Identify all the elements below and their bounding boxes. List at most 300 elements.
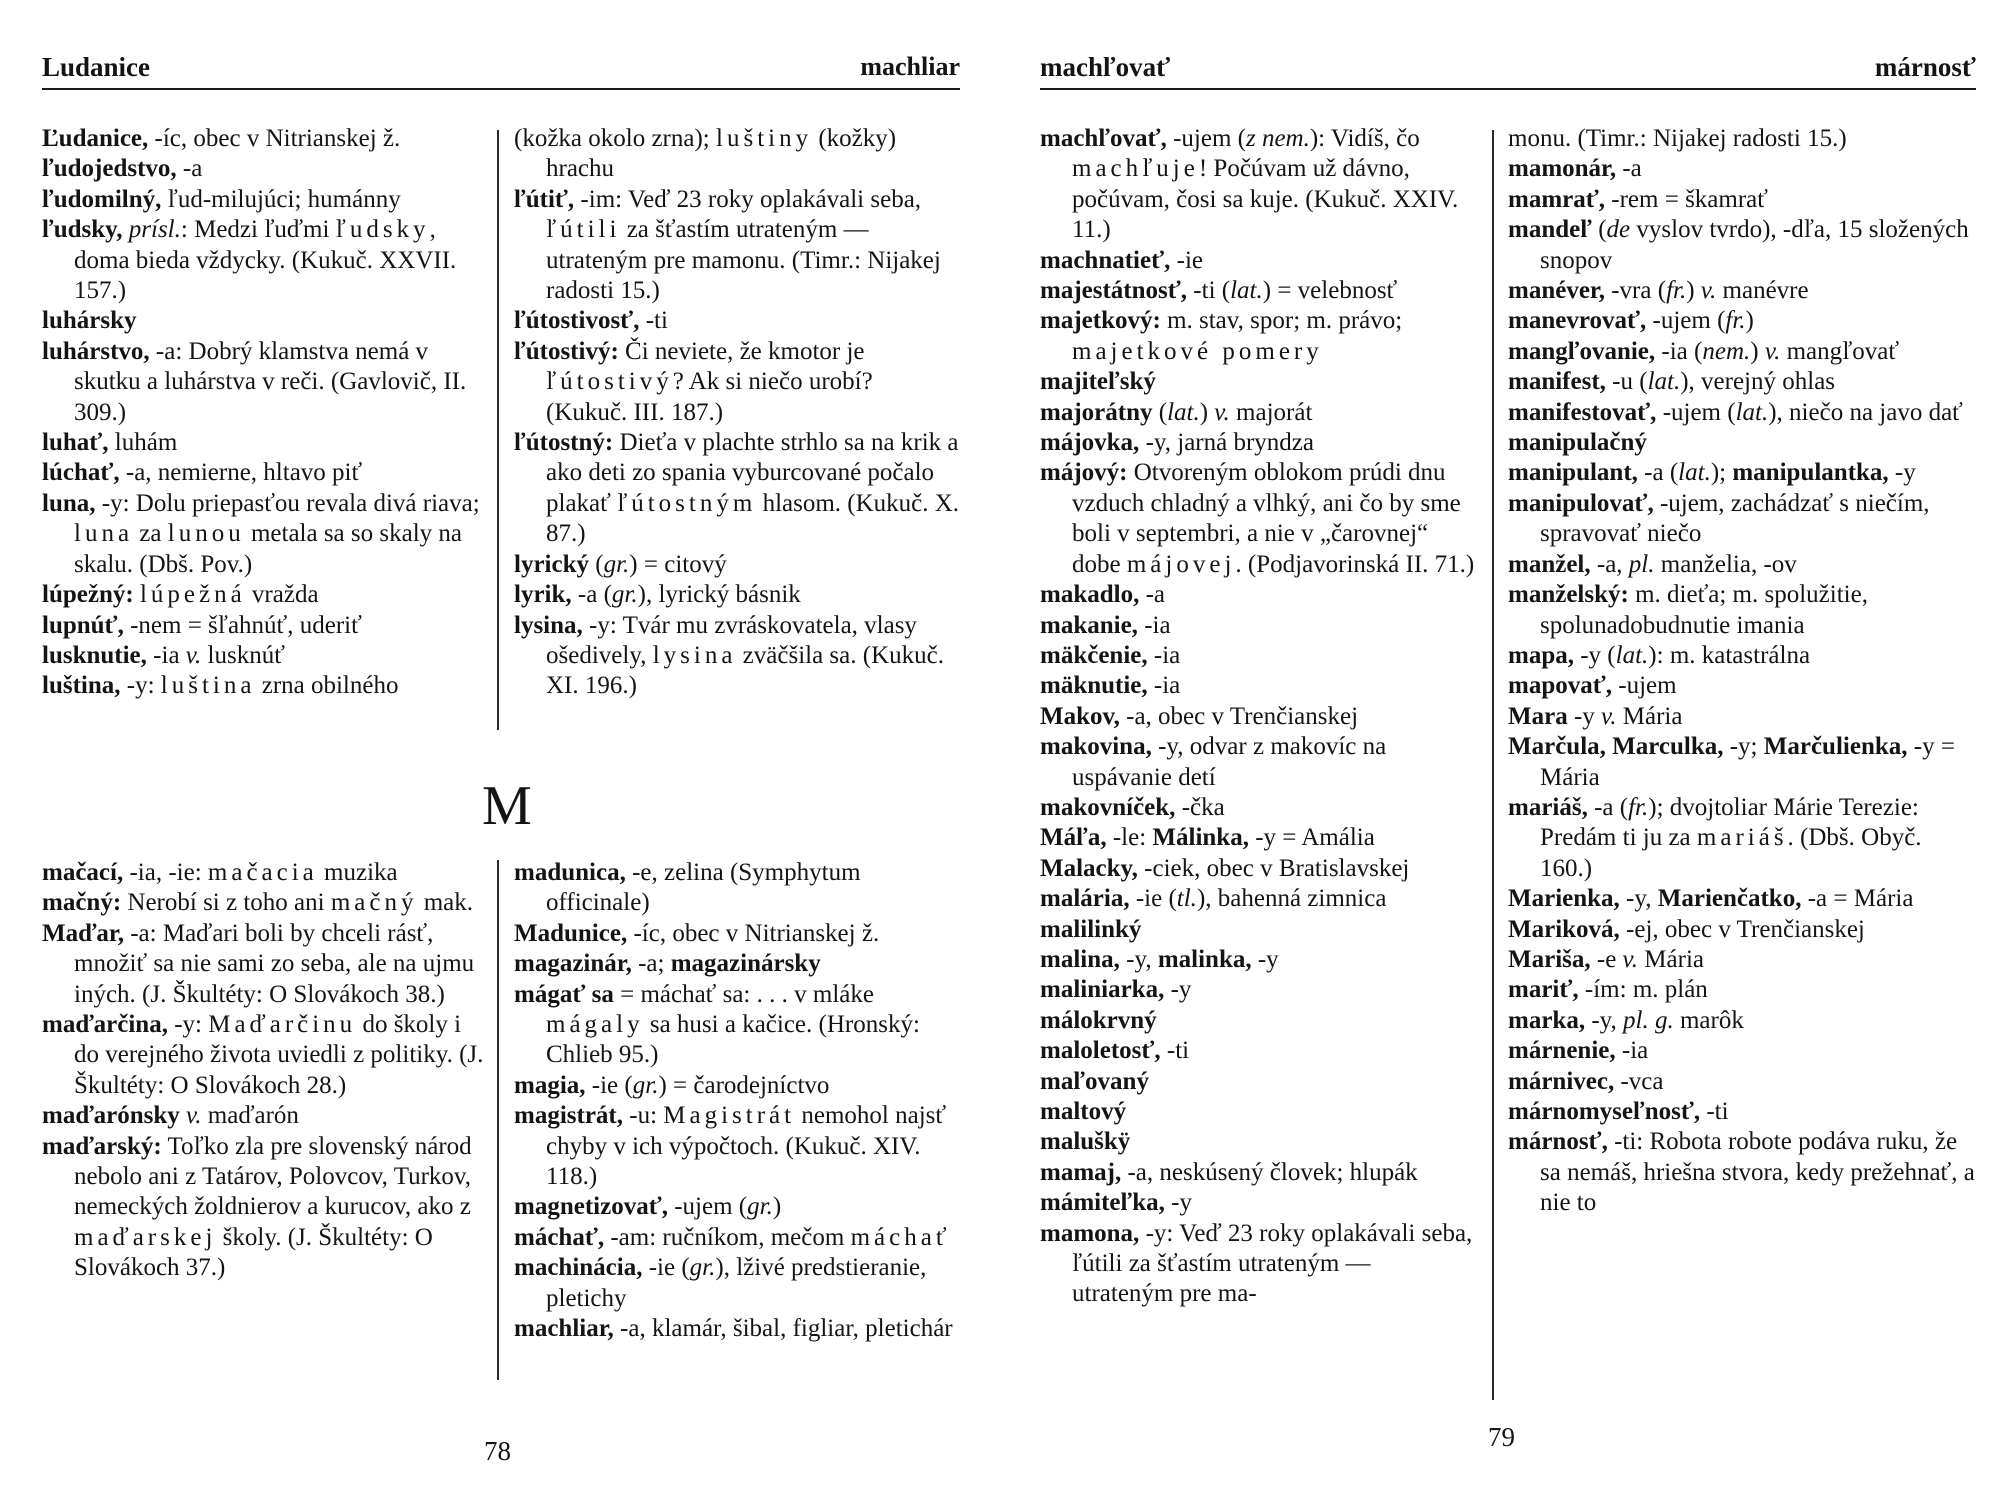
entry-headword: mäkčenie,: [1040, 641, 1148, 669]
entry-text: maďarón: [201, 1102, 299, 1130]
entry-text: -ím: m. plán: [1578, 976, 1708, 1004]
entry-spaced-word: mariáš: [1696, 824, 1788, 852]
dictionary-entry: [1508, 337, 1976, 367]
entry-abbreviation: v.: [1601, 702, 1617, 730]
entry-text: -a, obec v Trenčianskej: [1119, 702, 1359, 730]
dictionary-entry: [1040, 975, 1478, 1005]
entry-headword: luština,: [42, 672, 121, 700]
entry-spaced-word: ľútostivý: [546, 368, 673, 396]
dictionary-entry: [514, 306, 960, 336]
dictionary-entry: [42, 858, 484, 888]
entry-text: , doma bieda vždycky. (Kukuč. XXVII. 157.): [74, 216, 457, 305]
entry-text: (kožky) hrachu: [546, 125, 897, 183]
dictionary-entry: [1508, 1036, 1976, 1066]
entry-text: (: [1591, 216, 1607, 244]
entry-text: Toľko zla pre slovenský národ nebolo ani z Tatárov, Polovcov, Turkov, nemeckých žoldnierov a kurucov, ako z: [74, 1132, 472, 1221]
entry-text: -a: Dobrý klamstva nemá v skutku a luhárstva v reči. (Gavlovič, II. 309.): [74, 337, 467, 426]
dictionary-entry: [42, 580, 484, 610]
dictionary-entry: [1040, 306, 1478, 367]
entry-headword: makadlo,: [1040, 581, 1140, 609]
column-rule: [1492, 130, 1494, 1400]
entry-text: -y = Mária: [1540, 733, 1955, 791]
dictionary-entry: [1508, 975, 1976, 1005]
entry-text: -ciek, obec v Bratislavskej: [1137, 854, 1410, 882]
page-number: 79: [1488, 1422, 1515, 1452]
entry-text: -ujem: [1612, 672, 1677, 700]
dictionary-entry: [42, 611, 484, 641]
entry-text: ): [772, 1193, 782, 1221]
entry-headword: májový:: [1040, 459, 1128, 487]
entry-text: -y: [1164, 1189, 1192, 1217]
entry-headword: ľútiť,: [514, 185, 575, 213]
entry-text: ), lživé predstieranie, pletichy: [546, 1254, 927, 1312]
entry-headword: mačný:: [42, 889, 122, 917]
entry-text: mangľovať: [1780, 337, 1900, 365]
entry-column: [1040, 124, 1478, 1310]
entry-spaced-word: majetkové pomery: [1072, 337, 1323, 365]
entry-headword: maďarský:: [42, 1132, 162, 1160]
entry-headword: márnenie,: [1508, 1037, 1616, 1065]
entry-text: metala sa so skaly na skalu. (Dbš. Pov.): [74, 520, 463, 578]
entry-text: ? Ak si niečo urobí? (Kukuč. III. 187.): [546, 368, 873, 426]
dictionary-entry: [1040, 1067, 1478, 1097]
entry-text: -ia, -ie:: [123, 859, 208, 886]
entry-headword: manifest,: [1508, 368, 1606, 396]
entry-spaced-word: lunou: [167, 520, 245, 548]
entry-text: -e: [1590, 945, 1623, 973]
entry-text: vražda: [245, 581, 319, 609]
entry-abbreviation: lat.: [1167, 398, 1200, 426]
dictionary-entry: [1508, 550, 1976, 580]
entry-headword: mapa,: [1508, 641, 1574, 669]
entry-abbreviation: gr.: [603, 550, 630, 578]
entry-spaced-word: maďarskej: [74, 1223, 217, 1251]
running-head-right: machliar: [860, 52, 960, 81]
entry-text: Či neviete, že kmotor je: [618, 337, 865, 365]
entry-headword: maďarčina,: [42, 1011, 168, 1039]
entry-headword: magazinársky: [670, 950, 821, 978]
entry-column: [514, 124, 960, 702]
entry-text: Nerobí si z toho ani: [121, 889, 331, 917]
entry-abbreviation: v.: [186, 1102, 202, 1130]
entry-headword: Marienka,: [1508, 885, 1620, 913]
entry-text: -y:: [167, 1011, 209, 1039]
running-head-right: márnosť: [1874, 52, 1976, 82]
entry-headword: márnosť,: [1508, 1128, 1608, 1156]
entry-column: [1508, 124, 1976, 1219]
dictionary-entry: [514, 858, 960, 919]
entry-text: -y,: [1585, 1006, 1624, 1034]
entry-text: nemohol najsť chyby v ich výpočtoch. (Kukuč. XIV. 118.): [546, 1102, 947, 1191]
entry-text: ): m. katastrálna: [1648, 641, 1811, 669]
entry-spaced-word: lysina: [652, 641, 737, 669]
entry-text: luhám: [108, 429, 178, 457]
entry-spaced-word: ľútili: [546, 216, 621, 244]
dictionary-entry: [1508, 1127, 1976, 1218]
entry-text: -čka: [1175, 793, 1225, 821]
entry-text: -y, jarná bryndza: [1139, 429, 1314, 457]
entry-headword: Mariša,: [1508, 945, 1591, 973]
entry-text: -y: [1567, 702, 1602, 730]
entry-headword: márnivec,: [1508, 1067, 1615, 1095]
entry-column: [42, 858, 484, 1284]
entry-headword: manipulačný: [1508, 429, 1647, 457]
dictionary-entry: [1040, 915, 1478, 945]
dictionary-entry: [42, 215, 484, 306]
entry-headword: magistrát,: [514, 1102, 623, 1130]
entry-spaced-word: mačný: [330, 889, 418, 917]
entry-headword: ľudomilný,: [42, 185, 162, 213]
entry-text: majorát: [1229, 398, 1313, 426]
dictionary-entry: [1508, 124, 1976, 154]
entry-text: -a, klamár, šibal, figliar, pletichár: [613, 1315, 953, 1343]
entry-text: sa husi a kačice. (Hronský: Chlieb 95.): [546, 1011, 920, 1069]
entry-text: -ia: [146, 641, 186, 669]
dictionary-entry: [1040, 276, 1478, 306]
entry-text: ): [1745, 307, 1754, 335]
entry-abbreviation: v.: [1700, 277, 1717, 305]
entry-headword: manéver,: [1508, 277, 1605, 305]
entry-text: -a: Maďari boli by chceli rásť, množiť sa nie sami zo seba, ale na ujmu iných. (J. Škultéty: O Slovákoch 38.): [74, 919, 475, 1008]
entry-abbreviation: lat.: [1230, 277, 1263, 305]
dictionary-entry: [1508, 945, 1976, 975]
dictionary-entry: [1040, 1158, 1478, 1188]
entry-abbreviation: v.: [185, 641, 202, 669]
entry-text: -íc, obec v Nitrianskej ž.: [148, 125, 401, 152]
entry-text: -im: Veď 23 roky oplakávali seba,: [574, 185, 922, 213]
dictionary-entry: [42, 154, 484, 184]
entry-headword: ľútostivý:: [514, 337, 619, 365]
entry-text: ), niečo na javo dať: [1768, 398, 1963, 426]
dictionary-entry: [1040, 611, 1478, 641]
entry-headword: luhárstvo,: [42, 337, 150, 365]
entry-text: -y, odvar z makovíc na uspávanie detí: [1072, 733, 1387, 791]
entry-text: . (Podjavorinská II. 71.): [1235, 550, 1475, 578]
entry-text: -y: Veď 23 roky oplakávali seba, ľútili za šťastím utrateným — utrateným pre ma-: [1072, 1219, 1473, 1308]
dictionary-entry: [42, 337, 484, 428]
dictionary-entry: [1040, 884, 1478, 914]
entry-headword: maďarónsky: [42, 1102, 180, 1130]
entry-text: (: [1152, 398, 1168, 426]
entry-text: -y: Tvár mu zvráskovatela, vlasy ošedively,: [546, 611, 917, 669]
entry-text: -am: ručníkom, mečom: [604, 1223, 851, 1251]
entry-text: -ujem (: [1646, 307, 1726, 335]
entry-text: -y: [1164, 976, 1192, 1004]
entry-spaced-word: mačacia: [207, 859, 318, 886]
entry-abbreviation: gr.: [689, 1254, 716, 1282]
entry-headword: majiteľský: [1040, 368, 1156, 396]
entry-text: -a,: [1590, 550, 1629, 578]
dictionary-entry: [514, 124, 960, 185]
entry-headword: Mariková,: [1508, 915, 1620, 943]
entry-text: vyslov tvrdo), -dľa, 15 složených snopov: [1540, 216, 1969, 274]
entry-text: -ie (: [1129, 885, 1177, 913]
entry-spaced-word: ľudsky: [335, 216, 430, 244]
entry-headword: luna,: [42, 489, 96, 517]
entry-text: -rem = škamrať: [1605, 185, 1768, 213]
entry-text: -ia (: [1655, 337, 1703, 365]
entry-headword: majetkový:: [1040, 307, 1161, 335]
dictionary-entry: [1508, 276, 1976, 306]
entry-text: -y,: [1119, 945, 1158, 973]
entry-text: -ia: [1137, 611, 1171, 639]
dictionary-entry: [42, 1101, 484, 1131]
entry-abbreviation: lat.: [1647, 368, 1681, 396]
dictionary-entry: [1508, 1067, 1976, 1097]
entry-text: ) = čarodejníctvo: [658, 1071, 830, 1099]
entry-text: ): [1199, 398, 1215, 426]
entry-headword: lupnúť,: [42, 611, 124, 639]
dictionary-entry: [42, 428, 484, 458]
entry-headword: marka,: [1508, 1006, 1586, 1034]
entry-text: -a (: [1637, 459, 1679, 487]
entry-abbreviation: lat.: [1735, 398, 1769, 426]
entry-headword: majorátny: [1040, 398, 1153, 426]
entry-headword: Maďar,: [42, 919, 124, 947]
entry-headword: malilinký: [1040, 915, 1142, 943]
entry-spaced-word: luna: [74, 520, 134, 548]
dictionary-entry: [514, 550, 960, 580]
entry-abbreviation: v.: [1214, 398, 1230, 426]
entry-abbreviation: fr.: [1725, 307, 1746, 335]
dictionary-entry: [42, 489, 484, 580]
entry-text: ): Vidíš, čo: [1309, 125, 1420, 152]
entry-abbreviation: prísl.: [128, 216, 181, 244]
entry-text: -a, neskúsený človek; hlupák: [1121, 1158, 1418, 1186]
dictionary-entry: [1508, 641, 1976, 671]
dictionary-entry: [1040, 246, 1478, 276]
entry-text: : Medzi ľuďmi: [180, 216, 336, 244]
dictionary-entry: [1040, 641, 1478, 671]
column-rule: [497, 130, 499, 730]
entry-headword: majestátnosť,: [1040, 277, 1188, 305]
dictionary-entry: [514, 919, 960, 949]
entry-headword: mandeľ: [1508, 216, 1592, 244]
entry-headword: mámiteľka,: [1040, 1189, 1165, 1217]
entry-spaced-word: luštiny: [716, 125, 813, 152]
entry-headword: machnatieť,: [1040, 246, 1171, 274]
entry-text: m. stav, spor; m. právo;: [1160, 307, 1403, 335]
dictionary-entry: [514, 1223, 960, 1253]
entry-headword: magnetizovať,: [514, 1193, 668, 1221]
dictionary-entry: [1040, 1006, 1478, 1036]
entry-abbreviation: v.: [1764, 337, 1781, 365]
entry-text: -y: [1888, 459, 1916, 487]
left-page: [0, 0, 990, 1500]
entry-spaced-word: mágaly: [546, 1011, 644, 1039]
entry-headword: mariť,: [1508, 976, 1579, 1004]
running-head-left: Ludanice: [42, 52, 151, 82]
entry-text: -y;: [1723, 733, 1764, 761]
entry-text: mak.: [417, 889, 474, 917]
dictionary-entry: [1508, 1097, 1976, 1127]
entry-text: -vra (: [1604, 277, 1667, 305]
entry-text: -ie: [1170, 246, 1203, 274]
dictionary-entry: [514, 1071, 960, 1101]
entry-text: ) = velebnosť: [1262, 277, 1398, 305]
dictionary-entry: [1040, 823, 1478, 853]
page-number: 78: [484, 1436, 511, 1466]
entry-text: zväčšila sa. (Kukuč. XI. 196.): [546, 641, 944, 700]
entry-text: = máchať sa: . . . v mláke: [613, 980, 874, 1008]
entry-headword: mamaj,: [1040, 1158, 1122, 1186]
entry-text: -y (: [1573, 641, 1616, 669]
dictionary-entry: [1040, 1188, 1478, 1218]
entry-abbreviation: gr.: [632, 1071, 659, 1099]
dictionary-entry: [1040, 124, 1478, 246]
entry-text: ): [1750, 337, 1765, 365]
entry-headword: mangľovanie,: [1508, 337, 1656, 365]
entry-headword: maliniarka,: [1040, 976, 1165, 1004]
entry-headword: Marienčatko,: [1657, 885, 1802, 913]
entry-text: . (Dbš. Obyč. 160.): [1540, 824, 1922, 882]
entry-text: -y: Dolu priepasťou revala divá riava;: [95, 489, 480, 517]
entry-text: -y:: [120, 672, 161, 700]
entry-text: školy. (J. Škultéty: O Slovákoch 37.): [74, 1223, 433, 1282]
entry-headword: malina,: [1040, 945, 1120, 973]
entry-text: -ia: [1147, 672, 1181, 700]
entry-headword: ľudsky,: [42, 216, 123, 244]
entry-text: -ej, obec v Trenčianskej: [1619, 915, 1865, 943]
dictionary-entry: [1040, 671, 1478, 701]
entry-headword: machliar,: [514, 1315, 614, 1343]
entry-text: -a = Mária: [1801, 885, 1914, 913]
dictionary-entry: [1040, 458, 1478, 580]
entry-headword: manevrovať,: [1508, 307, 1647, 335]
entry-headword: máchať,: [514, 1223, 605, 1251]
dictionary-entry: [1508, 306, 1976, 336]
dictionary-entry: [514, 428, 960, 550]
entry-abbreviation: v.: [1622, 945, 1639, 973]
dictionary-entry: [1508, 458, 1976, 488]
entry-text: -ia: [1147, 641, 1181, 669]
entry-text: Mária: [1616, 702, 1683, 730]
entry-headword: maluškÿ: [1040, 1128, 1131, 1156]
entry-abbreviation: z nem.: [1245, 125, 1310, 152]
entry-text: hlasom. (Kukuč. X. 87.): [546, 489, 960, 548]
entry-text: -ti: [1160, 1037, 1190, 1065]
entry-text: lusknúť: [201, 641, 285, 669]
dictionary-entry: [1040, 793, 1478, 823]
dictionary-entry: [1508, 154, 1976, 184]
entry-text: za: [133, 520, 168, 548]
entry-text: -y: [1251, 945, 1279, 973]
entry-abbreviation: fr.: [1666, 277, 1687, 305]
entry-headword: lyrický: [514, 550, 589, 578]
dictionary-entry: [514, 1101, 960, 1192]
entry-text: -vca: [1614, 1067, 1664, 1095]
entry-headword: mariáš,: [1508, 793, 1588, 821]
entry-headword: malária,: [1040, 885, 1130, 913]
entry-text: ); dvojtoliar Márie Terezie: Predám ti ju za: [1540, 793, 1919, 852]
dictionary-entry: [1040, 1036, 1478, 1066]
entry-text: Dieťa v plachte strhlo sa na krik a ako deti zo spania vyburcované počalo plakať: [546, 429, 959, 517]
entry-abbreviation: tl.: [1176, 885, 1197, 913]
entry-abbreviation: de: [1606, 216, 1631, 244]
dictionary-entry: [42, 1010, 484, 1101]
entry-headword: madunica,: [514, 859, 626, 886]
entry-text: );: [1710, 459, 1733, 487]
entry-text: -a (: [571, 581, 612, 609]
entry-text: -a: [1139, 581, 1166, 609]
dictionary-entry: [1040, 398, 1478, 428]
entry-text: -ti: [1700, 1098, 1729, 1125]
dictionary-entry: [1508, 671, 1976, 701]
dictionary-entry: [514, 580, 960, 610]
entry-headword: Marčula, Marculka,: [1508, 733, 1724, 761]
entry-text: monu. (Timr.: Nijakej radosti 15.): [1508, 125, 1847, 152]
entry-headword: luhať,: [42, 429, 109, 457]
dictionary-entry: [1040, 1127, 1478, 1157]
dictionary-entry: [1508, 398, 1976, 428]
entry-abbreviation: lat.: [1678, 459, 1711, 487]
dictionary-entry: [1508, 185, 1976, 215]
entry-text: ): [1686, 277, 1701, 305]
entry-column: [42, 124, 484, 702]
entry-headword: márnomyseľnosť,: [1508, 1098, 1701, 1125]
dictionary-entry: [1508, 793, 1976, 884]
dictionary-entry: [1508, 732, 1976, 793]
dictionary-entry: [514, 1253, 960, 1314]
dictionary-entry: [1040, 580, 1478, 610]
entry-abbreviation: gr.: [611, 581, 638, 609]
entry-headword: mäknutie,: [1040, 672, 1148, 700]
entry-headword: mačací,: [42, 859, 124, 886]
dictionary-entry: [1040, 732, 1478, 793]
entry-headword: manžel,: [1508, 550, 1591, 578]
dictionary-entry: [1040, 1219, 1478, 1310]
dictionary-entry: [514, 980, 960, 1071]
header-rule: [42, 88, 960, 90]
entry-abbreviation: nem.: [1702, 337, 1751, 365]
entry-headword: Mara: [1508, 702, 1568, 730]
entry-abbreviation: lat.: [1615, 641, 1649, 669]
entry-headword: manipulantka,: [1732, 459, 1889, 487]
entry-headword: lúpežný:: [42, 581, 134, 609]
entry-abbreviation: pl. g.: [1623, 1006, 1674, 1034]
section-letter: M: [482, 775, 532, 837]
entry-headword: maloletosť,: [1040, 1037, 1161, 1065]
dictionary-entry: [1040, 428, 1478, 458]
entry-text: do školy i do verejného života uviedli z politiky. (J. Škultéty: O Slovákoch 28.): [74, 1011, 484, 1099]
entry-text: -y = Amália: [1248, 824, 1375, 852]
entry-text: -ujem (: [1166, 125, 1246, 152]
dictionary-entry: [1040, 854, 1478, 884]
entry-text: -ujem, zachádzať s niečím, spravovať niečo: [1540, 489, 1930, 548]
entry-spaced-word: Maďarčinu: [208, 1011, 357, 1039]
entry-spaced-word: ľútostným: [617, 489, 757, 517]
dictionary-entry: [1508, 1006, 1976, 1036]
entry-headword: malinka,: [1157, 945, 1252, 973]
entry-headword: Marčulienka,: [1763, 733, 1908, 761]
dictionary-entry: [514, 1192, 960, 1222]
entry-text: ), verejný ohlas: [1680, 368, 1836, 396]
dictionary-entry: [1508, 915, 1976, 945]
dictionary-entry: [514, 337, 960, 428]
entry-headword: lyrik,: [514, 581, 572, 609]
entry-text: -e, zelina (Symphytum officinale): [546, 859, 861, 917]
entry-text: -u (: [1605, 368, 1648, 396]
entry-headword: manželský:: [1508, 581, 1629, 609]
entry-spaced-word: machľuje: [1072, 155, 1199, 183]
entry-headword: manipulant,: [1508, 459, 1638, 487]
entry-spaced-word: lúpežná: [139, 581, 246, 609]
entry-text: -nem = šľahnúť, uderiť: [123, 611, 362, 639]
dictionary-entry: [42, 185, 484, 215]
dictionary-entry: [1040, 367, 1478, 397]
dictionary-entry: [42, 919, 484, 1010]
dictionary-entry: [1508, 215, 1976, 276]
